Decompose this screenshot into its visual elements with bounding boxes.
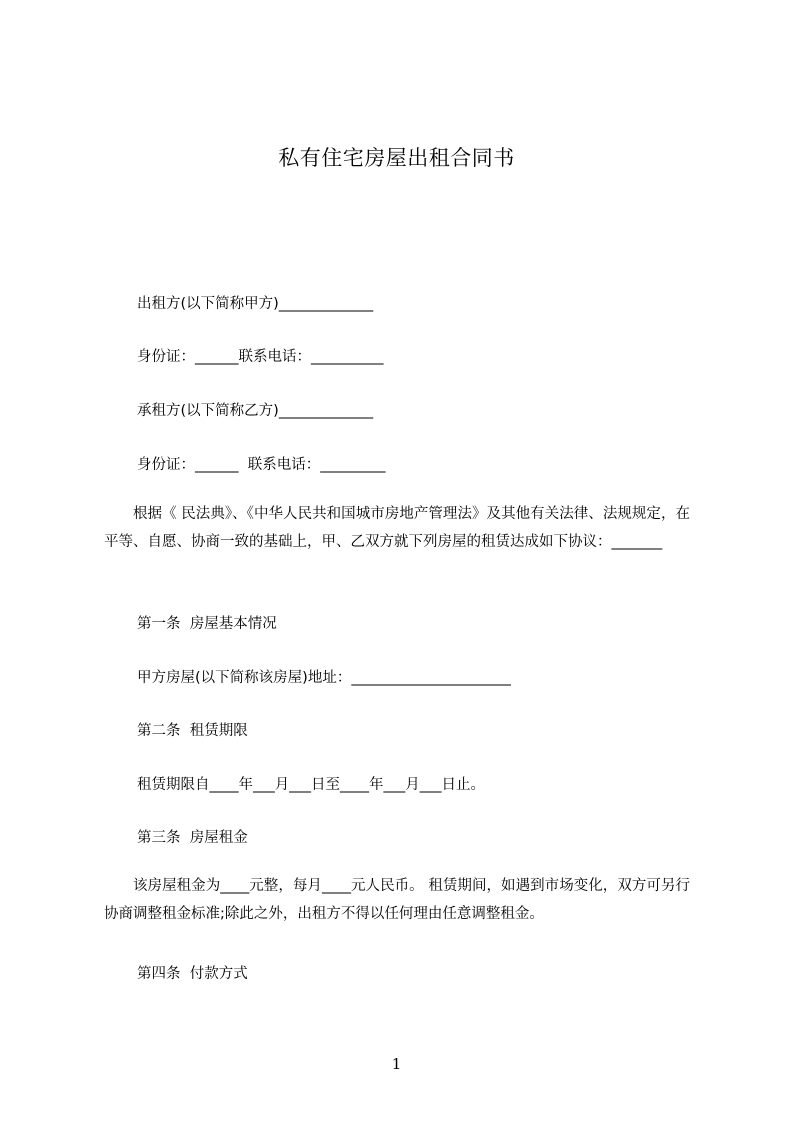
- page-number: 1: [391, 1055, 402, 1073]
- article3-paragraph: 该房屋租金为____元整，每月____元人民币。 租赁期间，如遇到市场变化，双方可另行协商调整租金标准;除此之外，出租方不得以任何理由任意调整租金。: [104, 878, 690, 922]
- lessor-id-line: 身份证：______联系电话：__________: [137, 349, 384, 365]
- article1-text: 甲方房屋(以下简称该房屋)地址：______________________: [137, 670, 511, 686]
- document-title: 私有住宅房屋出租合同书: [278, 146, 515, 170]
- article1-heading: 第一条 房屋基本情况: [137, 616, 277, 632]
- preamble-paragraph: 根据《 民法典》、《中华人民共和国城市房地产管理法》及其他有关法律、法规规定，在平等、自愿、协商一致的基础上，甲、乙双方就下列房屋的租赁达成如下协议：_______: [104, 506, 690, 550]
- article2-heading: 第二条 租赁期限: [137, 723, 248, 739]
- lessor-line: 出租方(以下简称甲方)_____________: [137, 296, 374, 312]
- lessee-line: 承租方(以下简称乙方)_____________: [137, 403, 374, 419]
- article4-heading: 第四条 付款方式: [137, 966, 248, 982]
- article2-text: 租赁期限自____年___月___日至____年___月___日止。: [137, 777, 485, 793]
- lessee-id-line: 身份证：______ 联系电话：_________: [137, 457, 386, 473]
- article3-heading: 第三条 房屋租金: [137, 830, 248, 846]
